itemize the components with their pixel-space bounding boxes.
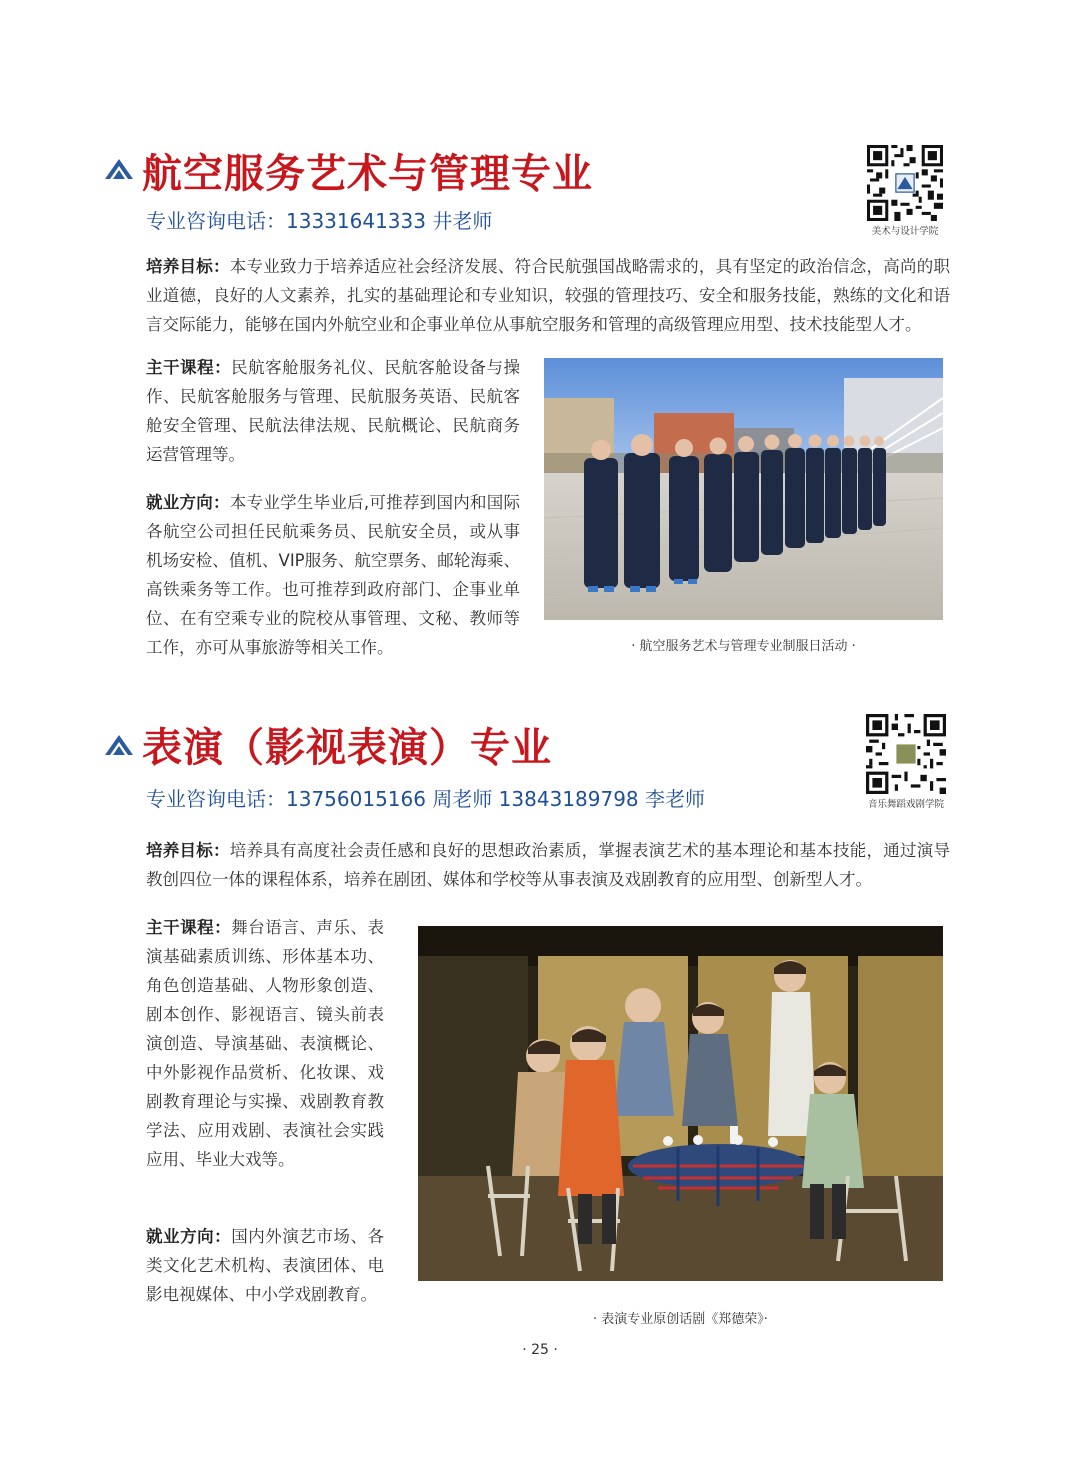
section-title-performance: 表演（影视表演）专业 [142, 724, 552, 771]
training-goal-performance [146, 836, 950, 894]
text-training-goal: 本专业致力于培养适应社会经济发展、符合民航强国战略需求的，具有坚定的政治信念，高尚的职业道德，良好的人文素养，扎实的基础理论和专业知识，较强的管理技巧、安全和服务技能，熟练的文化和语言交际能力，能够在国内外航空业和企事业单位从事航空服务和管理的高级管理应用型、技术技能型人才。 [146, 257, 951, 334]
label-career: 就业方向： [146, 1227, 232, 1246]
label-training-goal: 培养目标： [146, 841, 230, 860]
qr-code-icon[interactable] [867, 145, 943, 221]
career-aviation [146, 488, 520, 662]
qr-caption: 美术与设计学院 [871, 226, 939, 237]
qr-block-performance [858, 714, 954, 810]
label-main-courses: 主干课程： [146, 358, 232, 377]
text-career: 本专业学生毕业后,可推荐到国内和国际各航空公司担任民航乘务员、民航安全员，或从事机场安检、值机、VIP服务、航空票务、邮轮海乘、高铁乘务等工作。也可推荐到政府部门、企事业单位、在有空乘专业的院校从事管理、文秘、教师等工作，亦可从事旅游等相关工作。 [146, 493, 521, 657]
page-number: · 25 · [522, 1342, 558, 1358]
label-career: 就业方向： [146, 493, 230, 512]
photo-caption-aviation: · 航空服务艺术与管理专业制服日活动 · [631, 639, 856, 654]
label-main-courses: 主干课程： [146, 918, 232, 937]
qr-code-icon[interactable] [866, 714, 946, 794]
text-training-goal: 培养具有高度社会责任感和良好的思想政治素质，掌握表演艺术的基本理论和基本技能，通过演导教创四位一体的课程体系，培养在剧团、媒体和学校等从事表演及戏剧教育的应用型、创新型人才。 [146, 841, 951, 889]
qr-block-aviation [862, 145, 948, 237]
label-training-goal: 培养目标： [146, 257, 230, 276]
career-performance [146, 1222, 384, 1309]
text-career: 国内外演艺市场、各类文化艺术机构、表演团体、电影电视媒体、中小学戏剧教育。 [146, 1227, 385, 1304]
triangle-mark-icon [104, 158, 134, 180]
qr-caption: 音乐舞蹈戏剧学院 [867, 799, 944, 810]
consult-phone-aviation: 专业咨询电话：13331641333 井老师 [146, 209, 493, 233]
text-main-courses: 民航客舱服务礼仪、民航客舱设备与操作、民航客舱服务与管理、民航服务英语、民航客舱安全管理、民航法律法规、民航概论、民航商务运营管理等。 [146, 358, 521, 464]
text-main-courses: 舞台语言、声乐、表演基础素质训练、形体基本功、角色创造基础、人物形象创造、剧本创作、影视语言、镜头前表演创造、导演基础、表演概论、中外影视作品赏析、化妆课、戏剧教育理论与实操、戏剧教育教学法、应用戏剧、表演社会实践应用、毕业大戏等。 [146, 918, 385, 1169]
main-courses-aviation [146, 353, 520, 469]
consult-phone-performance: 专业咨询电话：13756015166 周老师 13843189798 李老师 [146, 787, 706, 811]
photo-uniform-day [544, 358, 943, 620]
photo-caption-performance: · 表演专业原创话剧《郑德荣》· [593, 1312, 768, 1327]
triangle-mark-icon [104, 734, 134, 756]
training-goal-aviation [146, 252, 950, 339]
main-courses-performance [146, 913, 384, 1174]
section-title-aviation: 航空服务艺术与管理专业 [142, 150, 593, 197]
photo-stage-play [418, 926, 943, 1281]
